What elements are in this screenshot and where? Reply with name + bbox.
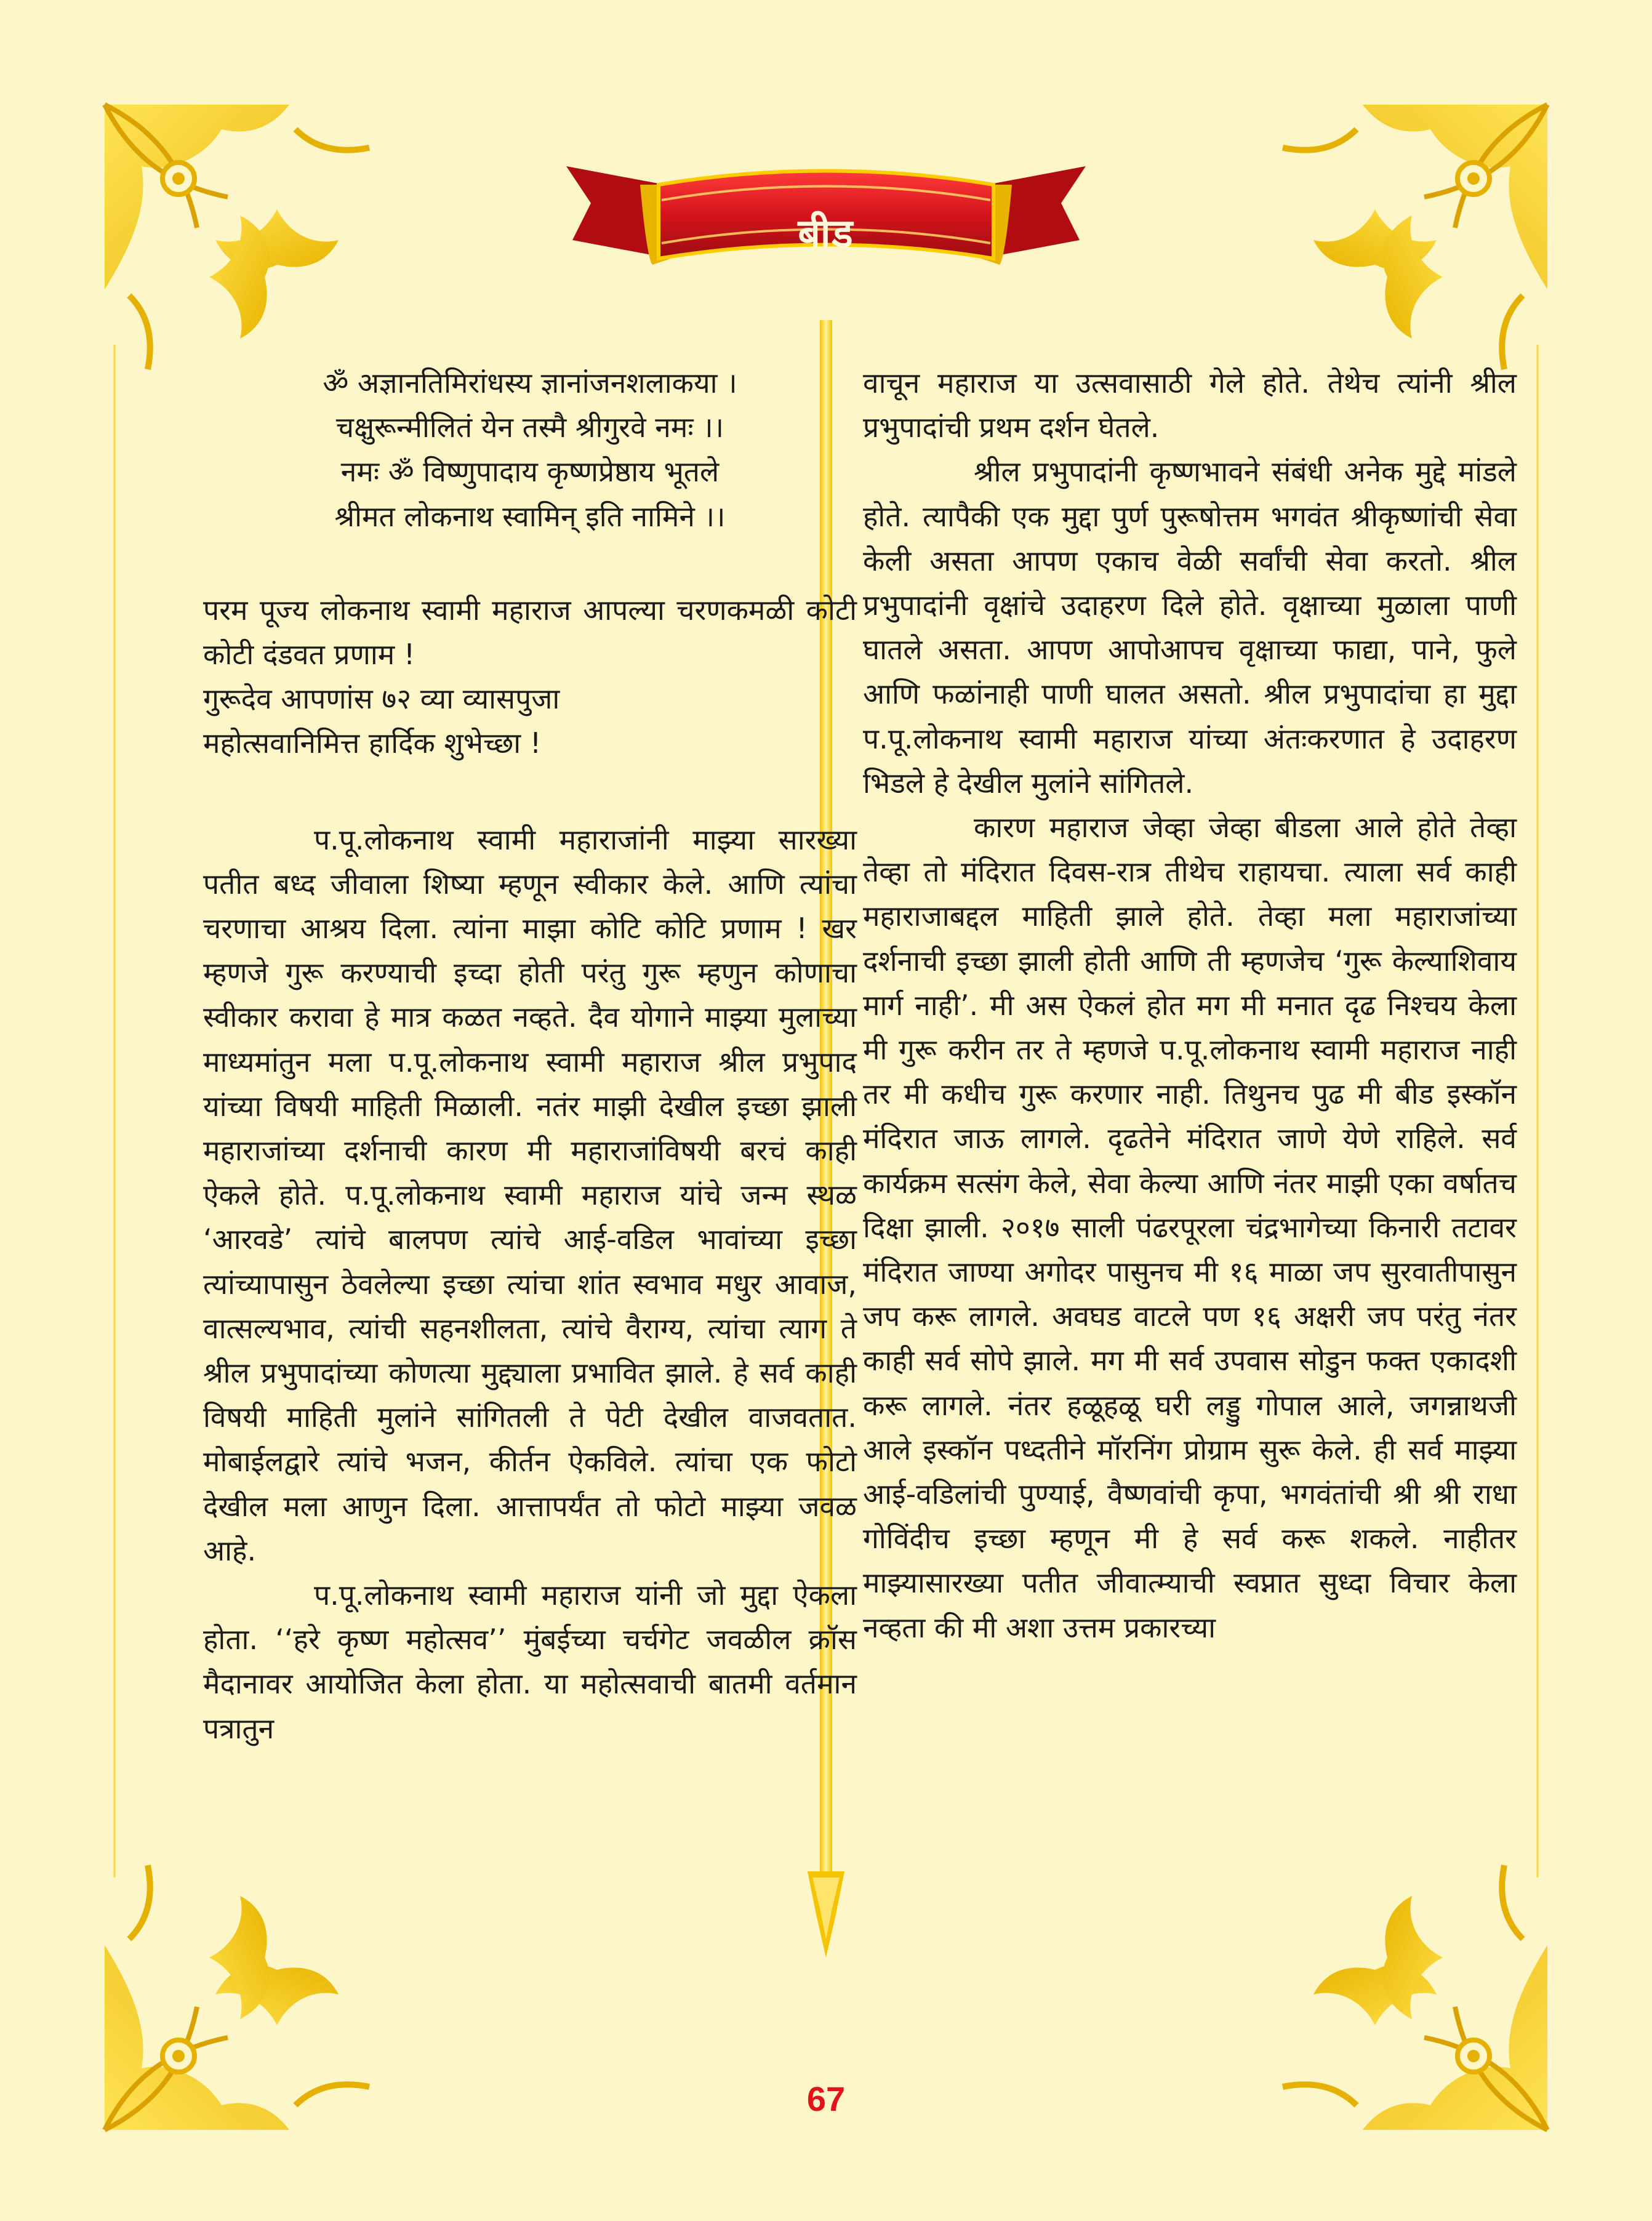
salutation: परम पूज्य लोकनाथ स्वामी महाराज आपल्या चरणकमळी कोटी कोटी दंडवत प्रणाम !: [203, 593, 857, 672]
right-column: [863, 361, 1517, 1650]
paragraph: श्रील प्रभुपादांनी कृष्णभावने संबंधी अनेक मुद्दे मांडले होते. त्यापैकी एक मुद्दा पुर्ण पुरूषोत्तम भगवंत श्रीकृष्णांची सेवा केली असता आपण एकाच वेळी सर्वांची सेवा करतो. श्रील प्रभुपादांनी वृक्षांचे उदाहरण दिले होते. वृक्षाच्या मुळाला पाणी घातले असता. आपण आपोआपच वृक्षाच्या फाद्या, पाने, फुले आणि फळांनाही पाणी घालत असतो. श्रील प्रभुपादांचा हा मुद्दा प.पू.लोकनाथ स्वामी महाराज यांच्या अंतःकरणात हे उदाहरण भिडले हे देखील मुलांने सांगितले.: [863, 455, 1517, 800]
shloka-line: चक्षुरून्मीलितं येन तस्मै श्रीगुरवे नमः ।।: [335, 411, 724, 444]
corner-ornament-icon: [105, 105, 369, 369]
page-number: 67: [806, 2079, 846, 2118]
greeting-line: महोत्सवानिमित्त हार्दिक शुभेच्छा !: [203, 726, 542, 760]
paragraph: वाचून महाराज या उत्सवासाठी गेले होते. तेथेच त्यांनी श्रील प्रभुपादांची प्रथम दर्शन घेतले.: [863, 366, 1517, 444]
corner-ornament-icon: [105, 1865, 369, 2130]
shloka-line: ॐ अज्ञानतिमिरांधस्य ज्ञानांजनशलाकया ।: [323, 366, 737, 400]
shloka-line: नमः ॐ विष्णुपादाय कृष्णप्रेष्ठाय भूतले: [340, 455, 720, 489]
corner-ornament-icon: [1283, 1865, 1547, 2130]
corner-ornament-icon: [1283, 105, 1547, 369]
paragraph: कारण महाराज जेव्हा जेव्हा बीडला आले होते तेव्हा तेव्हा तो मंदिरात दिवस-रात्र तीथेच राहायचा. त्याला सर्व काही महाराजाबद्दल माहिती झाले होते. तेव्हा मला महाराजांच्या दर्शनाची इच्छा झाली होती आणि ती म्हणजेच ‘गुरू केल्याशिवाय मार्ग नाही’. मी अस ऐकलं होत मग मी मनात दृढ निश्चय केला मी गुरू करीन तर ते म्हणजे प.पू.लोकनाथ स्वामी महाराज नाही तर मी कधीच गुरू करणार नाही. तिथुनच पुढ मी बीड इस्कॉन मंदिरात जाऊ लागले. दृढतेने मंदिरात जाणे येणे राहिले. सर्व कार्यक्रम सत्संग केले, सेवा केल्या आणि नंतर माझी एका वर्षातच दिक्षा झाली. २०१७ साली पंढरपूरला चंद्रभागेच्या किनारी तटावर मंदिरात जाण्या अगोदर पासुनच मी १६ माळा जप सुरवातीपासुन जप करू लागले. अवघड वाटले पण १६ अक्षरी जप परंतु नंतर काही सर्व सोपे झाले. मग मी सर्व उपवास सोडुन फक्त एकादशी करू लागले. नंतर हळूहळू घरी लड्डु गोपाल आले, जगन्नाथजी आले इस्कॉन पध्दतीने मॉरनिंग प्रोग्राम सुरू केले. ही सर्व माझ्या आई-वडिलांची पुण्याई, वैष्णवांची कृपा, भगवंतांची श्री श्री राधा गोविंदीच इच्छा म्हणून मी हे सर्व करू शकले. नाहीतर माझ्यासारख्या पतीत जीवात्म्याची स्वप्नात सुध्दा विचार केला नव्हता की मी अशा उत्तम प्रकारच्या: [863, 811, 1517, 1644]
paragraph: प.पू.लोकनाथ स्वामी महाराज यांनी जो मुद्दा ऐकला होता. ‘‘हरे कृष्ण महोत्सव’’ मुंबईच्या चर्चगेट जवळील क्रॉस मैदानावर आयोजित केला होता. या महोत्सवाची बातमी वर्तमान पत्रातुन: [203, 1578, 857, 1745]
page-title: बीड: [798, 211, 854, 257]
shloka-line: श्रीमत लोकनाथ स्वामिन् इति नामिने ।।: [334, 499, 726, 533]
greeting-line: गुरूदेव आपणांस ७२ व्या व्यासपुजा: [203, 682, 560, 716]
left-column: [203, 361, 857, 1751]
paragraph: प.पू.लोकनाथ स्वामी महाराजांनी माझ्या सारख्या पतीत बध्द जीवाला शिष्या म्हणून स्वीकार केले. आणि त्यांचा चरणाचा आश्रय दिला. त्यांना माझा कोटि कोटि प्रणाम ! खर म्हणजे गुरू करण्याची इच्दा होती परंतु गुरू म्हणुन कोणाचा स्वीकार करावा हे मात्र कळत नव्हते. दैव योगाने माझ्या मुलाच्या माध्यमांतुन मला प.पू.लोकनाथ स्वामी महाराज श्रील प्रभुपाद यांच्या विषयी माहिती मिळाली. नतंर माझी देखील इच्छा झाली महाराजांच्या दर्शनाची कारण मी महाराजांविषयी बरचं काही ऐकले होते. प.पू.लोकनाथ स्वामी महाराज यांचे जन्म स्थळ ‘आरवडे’ त्यांचे बालपण त्यांचे आई-वडिल भावांच्या इच्छा त्यांच्यापासुन ठेवलेल्या इच्छा त्यांचा शांत स्वभाव मधुर आवाज, वात्सल्यभाव, त्यांची सहनशीलता, त्यांचे वैराग्य, त्यांचा त्याग ते श्रील प्रभुपादांच्या कोणत्या मुद्द्याला प्रभावित झाले. हे सर्व काही विषयी माहिती मुलांने सांगितली ते पेटी देखील वाजवतात. मोबाईलद्वारे त्यांचे भजन, कीर्तन ऐकविले. त्यांचा एक फोटो देखील मला आणुन दिला. आत्तापर्यंत तो फोटो माझ्या जवळ आहे.: [203, 822, 857, 1567]
